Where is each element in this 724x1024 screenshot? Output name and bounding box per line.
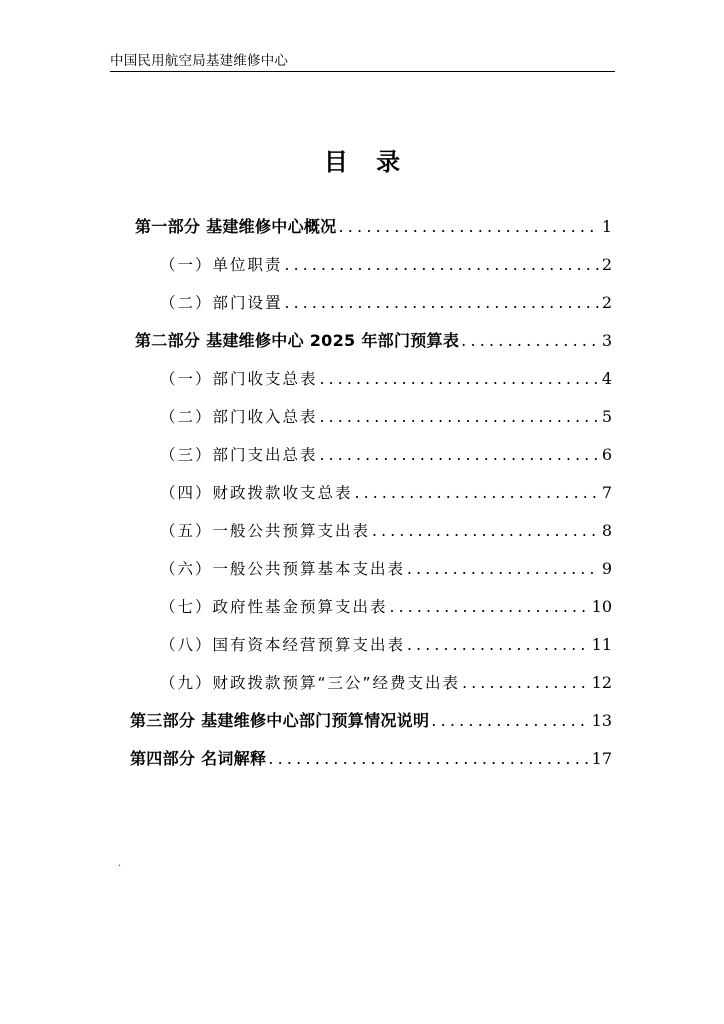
dot-leader (355, 481, 600, 505)
toc-entry-label: 第二部分 基建维修中心 2025 年部门预算表 (135, 331, 460, 350)
toc-page-number: 11 (591, 635, 612, 654)
toc-entry-2-4[interactable] (160, 481, 612, 505)
toc-page-number: 2 (601, 255, 612, 274)
toc-page-number: 6 (601, 445, 612, 464)
toc-entry-2-6[interactable] (160, 557, 612, 581)
toc-entry-label: （三）部门支出总表 (160, 446, 318, 464)
toc-entry-2-1[interactable] (160, 367, 612, 391)
toc-entry-label: （二）部门收入总表 (160, 408, 318, 426)
toc-entry-2-9[interactable] (160, 671, 612, 695)
toc-page-number: 10 (591, 597, 612, 616)
toc-page-number: 9 (601, 559, 612, 578)
toc-entry-1-1[interactable] (160, 253, 612, 277)
toc-page-number: 8 (601, 521, 612, 540)
dot-leader (462, 671, 590, 695)
toc-page-number: 13 (591, 711, 612, 730)
dot-leader (431, 709, 589, 733)
toc-entry-part1[interactable] (135, 215, 612, 239)
toc-entry-label: 第四部分 名词解释 (130, 749, 267, 768)
toc-entry-label: 第一部分 基建维修中心概况 (135, 217, 337, 236)
toc-page-number: 3 (601, 331, 612, 350)
dot-leader (372, 519, 600, 543)
dot-leader (407, 557, 600, 581)
toc-entry-2-8[interactable] (160, 633, 612, 657)
toc-entry-label: （六）一般公共预算基本支出表 (160, 560, 406, 578)
toc-entry-label: （五）一般公共预算支出表 (160, 522, 371, 540)
dot-leader (338, 215, 599, 239)
dot-leader (320, 405, 600, 429)
toc-entry-part2[interactable] (135, 329, 612, 353)
toc-page-number: 4 (601, 369, 612, 388)
toc-entry-label: （一）部门收支总表 (160, 370, 318, 388)
toc-page-number: 5 (601, 407, 612, 426)
toc-entry-2-3[interactable] (160, 443, 612, 467)
stray-mark: . (118, 858, 122, 869)
toc-entry-label: （九）财政拨款预算“三公”经费支出表 (160, 674, 461, 692)
toc-entry-label: （一）单位职责 (160, 256, 283, 274)
dot-leader (320, 443, 600, 467)
page-title: 目 录 (323, 148, 411, 176)
toc-entry-2-7[interactable] (160, 595, 612, 619)
toc-page-number: 12 (591, 673, 612, 692)
toc-page-number: 7 (601, 483, 612, 502)
running-header: 中国民用航空局基建维修中心 (110, 52, 615, 72)
dot-leader (320, 367, 600, 391)
toc-entry-label: （二）部门设置 (160, 294, 283, 312)
toc-entry-label: 第三部分 基建维修中心部门预算情况说明 (130, 711, 430, 730)
toc-entry-1-2[interactable] (160, 291, 612, 315)
toc-entry-label: （八）国有资本经营预算支出表 (160, 636, 406, 654)
toc-entry-2-2[interactable] (160, 405, 612, 429)
toc-page-number: 1 (601, 217, 612, 236)
toc-entry-part3[interactable] (130, 709, 612, 733)
dot-leader (407, 633, 590, 657)
toc-page-number: 17 (591, 749, 612, 768)
toc-entry-label: （七）政府性基金预算支出表 (160, 598, 388, 616)
toc-entry-label: （四）财政拨款收支总表 (160, 484, 353, 502)
dot-leader (285, 253, 600, 277)
toc-entry-part4[interactable] (130, 747, 612, 771)
toc-entry-2-5[interactable] (160, 519, 612, 543)
toc-page-number: 2 (601, 293, 612, 312)
dot-leader (390, 595, 590, 619)
dot-leader (461, 329, 600, 353)
dot-leader (285, 291, 600, 315)
dot-leader (268, 747, 589, 771)
